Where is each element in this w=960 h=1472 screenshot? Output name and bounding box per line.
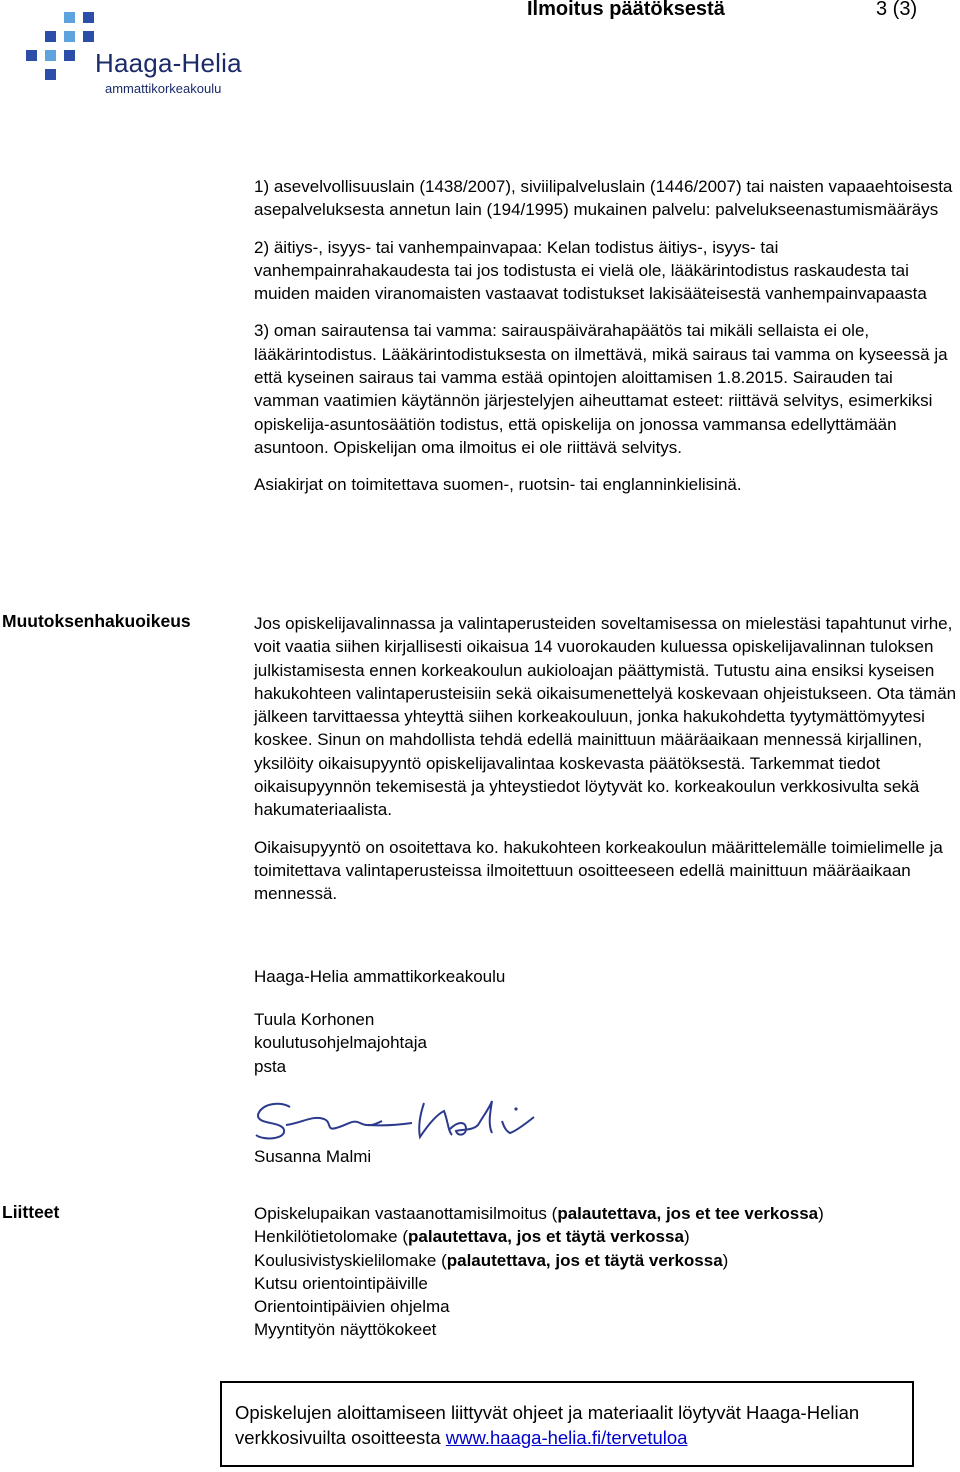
handwritten-signature xyxy=(252,1095,542,1145)
signature-institution: Haaga-Helia ammattikorkeakoulu xyxy=(254,967,506,986)
attachment-item: Myyntityön näyttökokeet xyxy=(254,1320,437,1340)
note-3: 3) oman sairautensa tai vamma: sairauspäivärahapäätös tai mikäli sellaista ei ole, lääkärintodistus. Lääkärintodistuksesta on ilmettävä, mikä sairaus tai vamma on kyseessä ja että kyseinen sairaus tai vamma estää opintojen aloittamisen 1.8.2015. Sairauden tai vamman vaatimien käytännön järjestelyjen aiheuttamat esteet: riittävä selvitys, esimerkiksi opiskelija-asuntosäätiön todistus, että opiskelija on jonossa vammansa edellyttämään asuntoon. Opiskelijan oma ilmoitus ei ole riittävä selvitys. xyxy=(254,321,948,457)
note-languages: Asiakirjat on toimitettava suomen-, ruotsin- tai englanninkielisinä. xyxy=(254,475,742,495)
attachments-list xyxy=(254,1202,960,1342)
signatory-note: psta xyxy=(254,1056,287,1076)
footer-info-box xyxy=(220,1381,914,1467)
attachment-item: Henkilötietolomake (palautettava, jos et täytä verkossa) xyxy=(254,1227,690,1247)
signature-block xyxy=(254,1008,960,1078)
document-title: Ilmoitus päätöksestä xyxy=(527,0,725,20)
attachment-item: Koulusivistyskielilomake (palautettava, jos et täytä verkossa) xyxy=(254,1250,729,1270)
appeal-paragraph-1: Jos opiskelijavalinnassa ja valintaperusteiden soveltamisessa on mielestäsi tapahtunut virhe, voit vaatia siihen kirjallisesti oikaisua 14 vuorokauden kuluessa opiskelijavalinnan tuloksen julkistamisesta ennen korkeakoulun aukioloajan päättymistä. Tutustu aina ensiksi kyseisen hakukohteen valintaperusteisiin sekä oikaisumenettelyä koskevaan ohjeistukseen. Ota tämän jälkeen tarvittaessa yhteyttä siihen korkeakouluun, jonka hakukohdetta tyytymättömyytesi koskee. Sinun on mahdollista tehdä edellä mainittuun määräaikaan mennessä kirjallinen, yksilöity oikaisupyyntö opiskelijavalintaa koskevasta päätöksestä. Tarkemmat tiedot oikaisupyynnön tekemisestä ja yhteystiedot löytyvät ko. korkeakoulun verkkosivulta sekä hakumateriaalista. xyxy=(254,614,957,820)
attachment-item: Opiskelupaikan vastaanottamisilmoitus (palautettava, jos et tee verkossa) xyxy=(254,1204,824,1223)
haaga-helia-logo xyxy=(26,10,246,100)
notes-section xyxy=(254,175,960,497)
logo-squares-icon xyxy=(26,10,96,80)
note-1: 1) asevelvollisuuslain (1438/2007), siviilipalveluslain (1446/2007) tai naisten vapaaehtoisesta asepalveluksesta annetun lain (194/1995) mukainen palvelu: palvelukseenastumismääräys xyxy=(254,177,953,220)
appeal-heading: Muutoksenhakuoikeus xyxy=(2,611,191,631)
attachment-item: Orientointipäivien ohjelma xyxy=(254,1297,450,1317)
appeal-section xyxy=(254,612,960,906)
logo-wordmark: Haaga-Helia xyxy=(95,48,242,78)
logo-subtitle: ammattikorkeakoulu xyxy=(105,81,222,96)
appeal-paragraph-2: Oikaisupyyntö on osoitettava ko. hakukohteen korkeakoulun määrittelemälle toimielimelle ja toimitettava valintaperusteissa ilmoitettuun osoitteeseen edellä mainittuun määräaikaan mennessä. xyxy=(254,837,943,904)
signatory-role: koulutusohjelmajohtaja xyxy=(254,1033,427,1053)
attachment-item: Kutsu orientointipäiville xyxy=(254,1273,428,1293)
note-2: 2) äitiys-, isyys- tai vanhempainvapaa: Kelan todistus äitiys-, isyys- tai vanhempainrahakaudesta tai jos todistusta ei vielä ole, lääkärintodistus raskaudesta tai muiden maiden viranomaisten vastaavat todistukset lakisääteisestä vanhempainvapaasta xyxy=(254,237,927,304)
page-number: 3 (3) xyxy=(876,0,918,20)
signer-name: Susanna Malmi xyxy=(254,1147,372,1166)
tervetuloa-link[interactable]: www.haaga-helia.fi/tervetuloa xyxy=(445,1427,688,1448)
footer-text: Opiskelujen aloittamiseen liittyvät ohjeet ja materiaalit löytyvät Haaga-Helian verkkosivuilta osoitteesta www.haaga-helia.fi/tervetuloa xyxy=(235,1402,860,1448)
signatory-name: Tuula Korhonen xyxy=(254,1010,375,1029)
attachments-heading: Liitteet xyxy=(2,1202,60,1222)
